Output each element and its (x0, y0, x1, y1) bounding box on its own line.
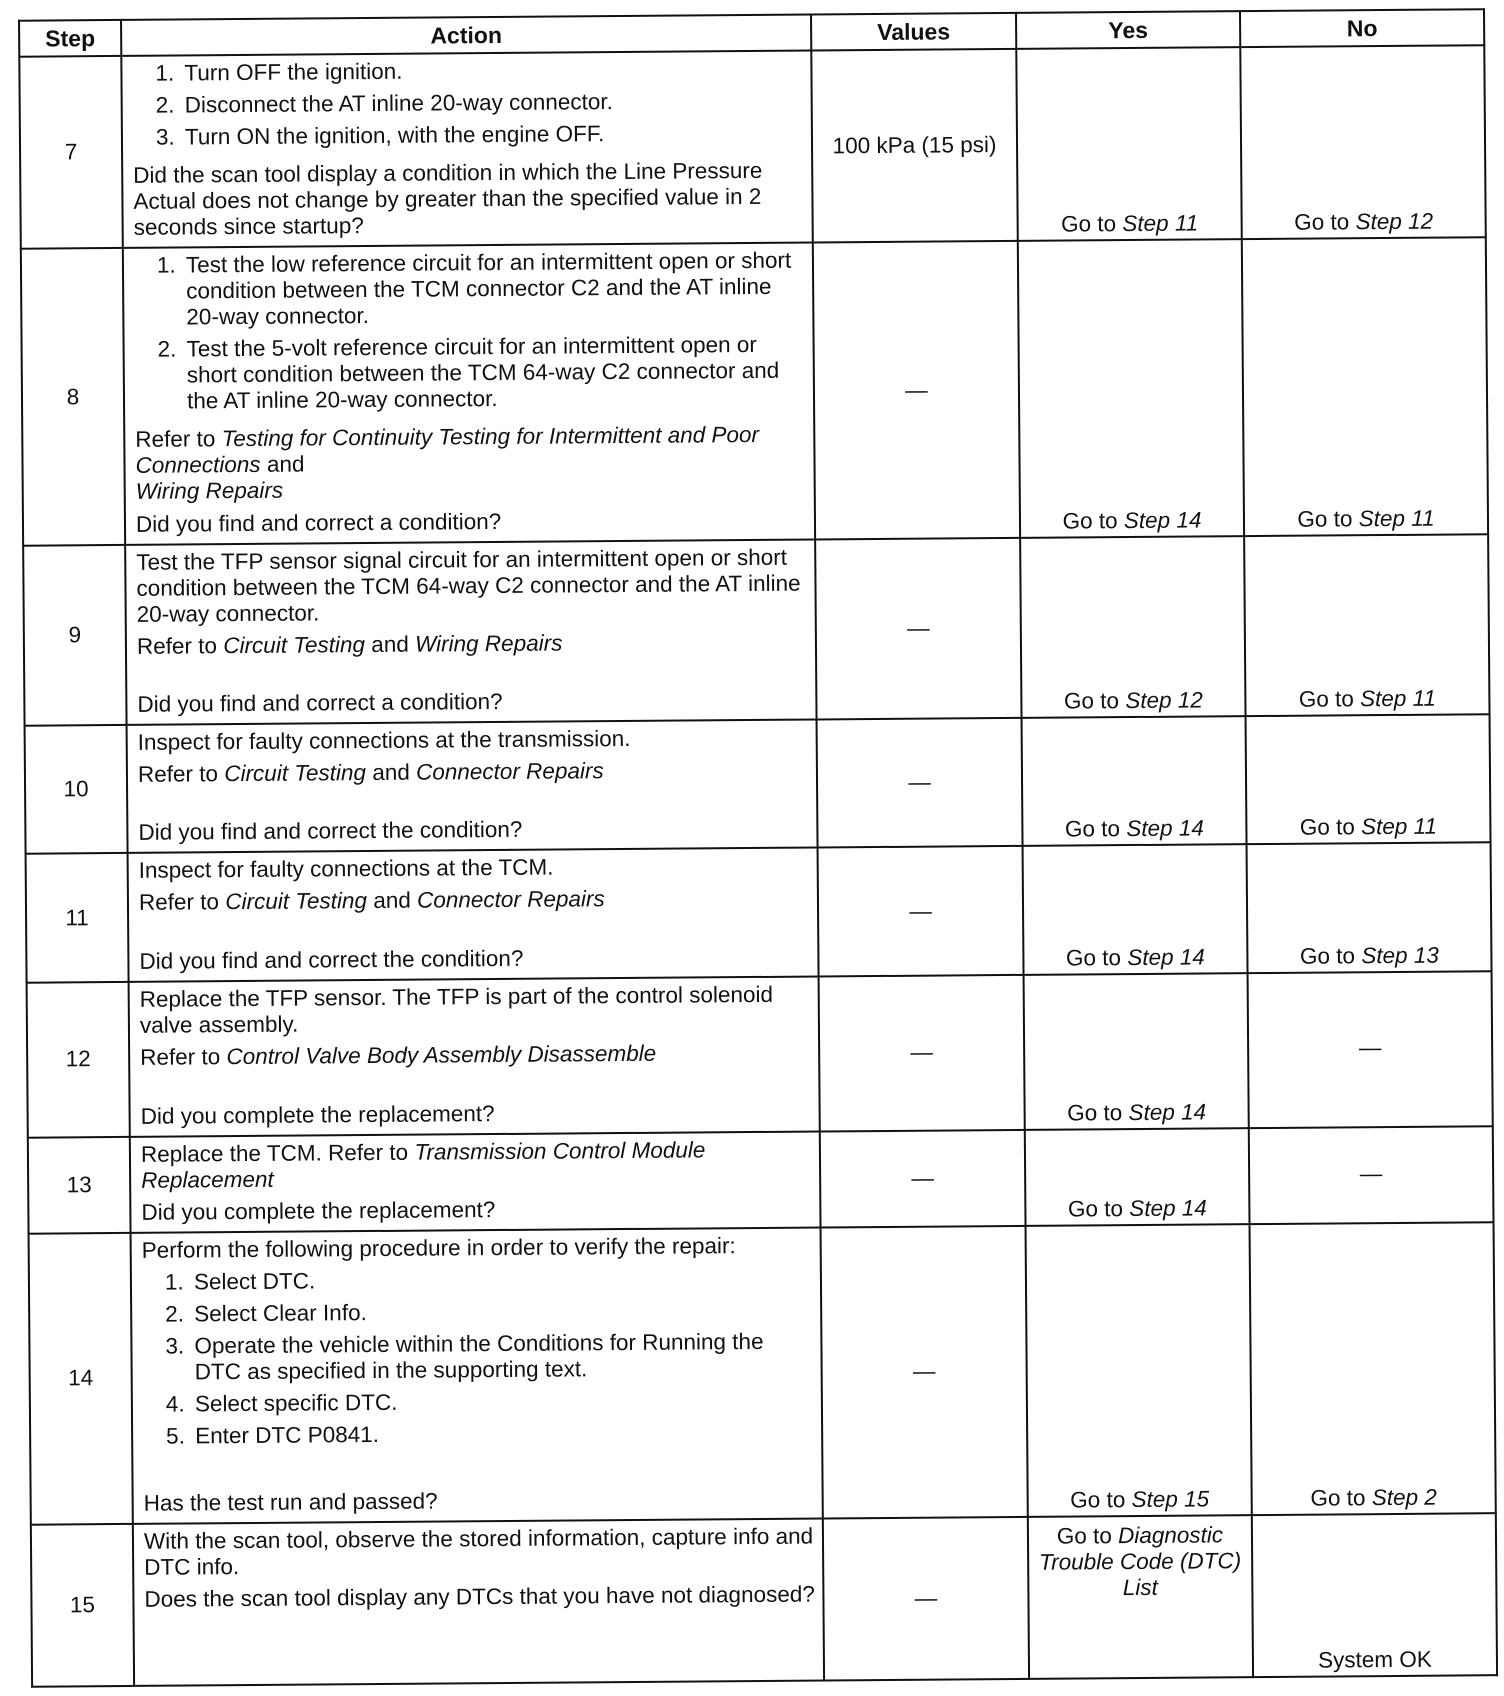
refer-text: Refer to Circuit Testing and Connector Repairs (137, 758, 604, 788)
step-link[interactable]: Step 15 (1131, 1486, 1210, 1512)
goto-text: Go to (1070, 1486, 1126, 1513)
step-number: 14 (29, 1233, 133, 1524)
yes-cell (1025, 1128, 1250, 1226)
question-text: Did you complete the replacement? (141, 1197, 496, 1225)
procedure-step: 1. Select DTC. (190, 1265, 814, 1296)
action-cell (128, 848, 819, 982)
step-link[interactable]: Step 12 (1125, 687, 1203, 714)
question-text: Does the scan tool display any DTCs that you have not diagnosed? (144, 1581, 815, 1612)
value-cell: — (819, 975, 1025, 1132)
instruction-text: With the scan tool, observe the stored information, capture info and DTC info. (143, 1523, 814, 1580)
no-cell (1250, 1222, 1496, 1514)
procedure-list (134, 248, 807, 421)
procedure-step: 3. Turn ON the ignition, with the engine OFF. (181, 120, 805, 151)
yes-cell (1020, 536, 1245, 718)
header-step: Step (19, 20, 121, 57)
dtc-list-link[interactable]: Diagnostic Trouble Code (DTC) List (1038, 1521, 1242, 1600)
reference-link[interactable]: Connector Repairs (416, 886, 605, 914)
yes-cell (1023, 845, 1248, 975)
goto-text: Go to (1297, 506, 1353, 532)
goto-text: Go to (1299, 942, 1356, 969)
value-cell: — (813, 241, 1020, 539)
value-cell: — (817, 718, 1023, 848)
goto-text: Go to (1294, 209, 1350, 236)
step-link[interactable]: Step 11 (1359, 685, 1437, 712)
procedure-step: 2. Select Clear Info. (190, 1297, 814, 1328)
reference-link[interactable]: Control Valve Body Assembly Disassemble (226, 1040, 657, 1069)
action-cell (133, 1518, 824, 1686)
table-row-step-12 (27, 971, 1493, 1138)
procedure-step: 2. Disconnect the AT inline 20-way connector. (181, 88, 805, 119)
action-cell (130, 1131, 821, 1233)
goto-text: Go to (1063, 688, 1120, 714)
instruction-text: Test the TFP sensor signal circuit for an intermittent open or short condition between the TCM 64-way C2 connector and the AT inline 20-way connector. (136, 544, 801, 627)
action-cell (127, 720, 818, 854)
no-cell (1246, 714, 1491, 844)
procedure-step: 1. Turn OFF the ignition. (180, 56, 804, 87)
refer-text: Refer to Testing for Continuity Testing for Intermittent and Poor Connections and Wiring Repairs (135, 422, 760, 505)
reference-link[interactable]: Wiring Repairs (135, 478, 284, 505)
table-row-step-14 (29, 1222, 1496, 1524)
action-cell (123, 243, 815, 545)
yes-cell (1016, 47, 1242, 241)
reference-link[interactable]: Connector Repairs (415, 758, 604, 785)
table-row-step-9 (23, 534, 1489, 726)
goto-text: Go to (1310, 1484, 1366, 1511)
no-cell (1240, 45, 1486, 239)
goto-text: Go to (1067, 1196, 1124, 1222)
question-text: Did you find and correct a condition? (137, 689, 503, 718)
value-cell: — (823, 1517, 1029, 1681)
refer-text: Refer to Circuit Testing and Connector Repairs (138, 886, 605, 916)
value-cell: — (820, 1130, 1026, 1228)
goto-text: Go to (1299, 814, 1355, 841)
goto-text: Go to (1298, 686, 1354, 712)
diagnostic-table (18, 8, 1498, 1687)
procedure-list (132, 56, 805, 157)
value-cell: 100 kPa (15 psi) (811, 49, 1018, 243)
diagnostic-table-page (18, 8, 1496, 1687)
step-link[interactable]: Step 12 (1355, 208, 1434, 235)
step-link[interactable]: Step 11 (1122, 210, 1199, 237)
step-link[interactable]: Step 14 (1128, 1099, 1207, 1126)
no-cell: System OK (1252, 1513, 1497, 1677)
instruction-text: Replace the TCM. Refer to Transmission Control Module Replacement (140, 1137, 706, 1193)
step-number: 10 (25, 725, 128, 854)
procedure-step: 3. Operate the vehicle within the Conditions for Running the DTC as specified in the supporting text. (190, 1329, 814, 1386)
value-cell: — (815, 538, 1021, 720)
value-cell: — (818, 846, 1024, 976)
step-number: 12 (27, 982, 130, 1138)
table-row-step-15 (31, 1513, 1497, 1687)
step-link[interactable]: Step 11 (1360, 814, 1438, 840)
step-number: 7 (19, 56, 123, 249)
yes-cell (1018, 239, 1244, 537)
reference-link[interactable]: Transmission Control Module Replacement (141, 1137, 706, 1193)
header-action: Action (121, 15, 811, 56)
action-cell (125, 539, 816, 725)
table-row-step-11 (26, 843, 1492, 983)
no-cell: — (1248, 971, 1493, 1128)
step-number: 9 (23, 545, 126, 726)
step-link[interactable]: Step 2 (1371, 1484, 1437, 1510)
reference-link[interactable]: Wiring Repairs (414, 630, 563, 657)
action-cell (121, 51, 812, 249)
step-number: 15 (31, 1524, 134, 1687)
table-row-step-8 (21, 238, 1488, 546)
header-yes: Yes (1016, 11, 1240, 49)
table-row-step-13 (28, 1126, 1494, 1234)
step-link[interactable]: Step 14 (1129, 1195, 1207, 1222)
procedure-step: 4. Select specific DTC. (191, 1387, 815, 1418)
step-link[interactable]: Step 14 (1127, 944, 1205, 970)
yes-cell (1026, 1224, 1252, 1516)
reference-link[interactable]: Circuit Testing (223, 631, 366, 659)
question-text: Did the scan tool display a condition in which the Line Pressure Actual does not change by greater than the specified value in 2 seconds since startup? (133, 157, 763, 240)
yes-cell (1022, 716, 1247, 846)
step-number: 8 (21, 248, 125, 545)
question-text: Did you complete the replacement? (140, 1100, 495, 1129)
question-text: Has the test run and passed? (143, 1488, 438, 1516)
goto-text: Go to (1065, 944, 1122, 971)
goto-text: Go to (1067, 1100, 1123, 1126)
refer-text: Refer to Circuit Testing and Wiring Repairs (136, 630, 563, 659)
refer-text: Refer to Control Valve Body Assembly Disassemble (140, 1040, 657, 1070)
reference-link[interactable]: Testing for Continuity Testing for Intermittent and Poor Connections (135, 422, 760, 479)
no-cell: — (1249, 1126, 1494, 1224)
table-row-step-10 (25, 714, 1491, 854)
action-cell (131, 1228, 823, 1524)
instruction-text: Replace the TFP sensor. The TFP is part of the control solenoid valve assembly. (139, 981, 774, 1038)
no-cell (1247, 843, 1492, 973)
question-text: Did you find and correct the condition? (139, 945, 524, 974)
instruction-text: Inspect for faulty connections at the TCM. (138, 855, 554, 884)
step-number: 13 (28, 1137, 131, 1234)
instruction-text: Inspect for faulty connections at the transmission. (137, 726, 631, 756)
procedure-list (142, 1265, 815, 1456)
goto-text: Go to (1060, 211, 1117, 237)
instruction-text: Perform the following procedure in order to verify the repair: (141, 1233, 736, 1263)
goto-text: Go to (1062, 508, 1118, 534)
header-no: No (1240, 9, 1484, 47)
step-link[interactable]: Step 11 (1358, 505, 1435, 532)
question-text: Did you find and correct the condition? (138, 817, 523, 846)
procedure-step: 1. Test the low reference circuit for an intermittent open or short condition between the TCM connector C2 and the AT inline 20-way connector. (182, 248, 807, 331)
procedure-step: 2. Test the 5-volt reference circuit for an intermittent open or short condition between the TCM 64-way C2 connector and the AT inline 20-way connector. (183, 332, 808, 415)
action-cell (129, 976, 820, 1137)
no-cell (1242, 238, 1488, 536)
step-link[interactable]: Step 14 (1126, 815, 1204, 842)
table-row-step-7 (19, 45, 1485, 249)
reference-link[interactable]: Circuit Testing (224, 760, 367, 787)
step-link[interactable]: Step 13 (1361, 942, 1439, 968)
value-cell: — (821, 1226, 1028, 1518)
reference-link[interactable]: Circuit Testing (225, 888, 368, 915)
procedure-step: 5. Enter DTC P0841. (191, 1419, 815, 1450)
goto-text: Go to (1056, 1522, 1112, 1549)
question-text: Did you find and correct a condition? (135, 508, 502, 537)
yes-cell (1028, 1515, 1253, 1679)
header-values: Values (811, 13, 1016, 51)
yes-cell (1024, 973, 1249, 1130)
goto-text: Go to (1064, 816, 1121, 842)
step-link[interactable]: Step 14 (1123, 507, 1202, 533)
no-cell (1244, 534, 1489, 716)
step-number: 11 (26, 853, 129, 982)
